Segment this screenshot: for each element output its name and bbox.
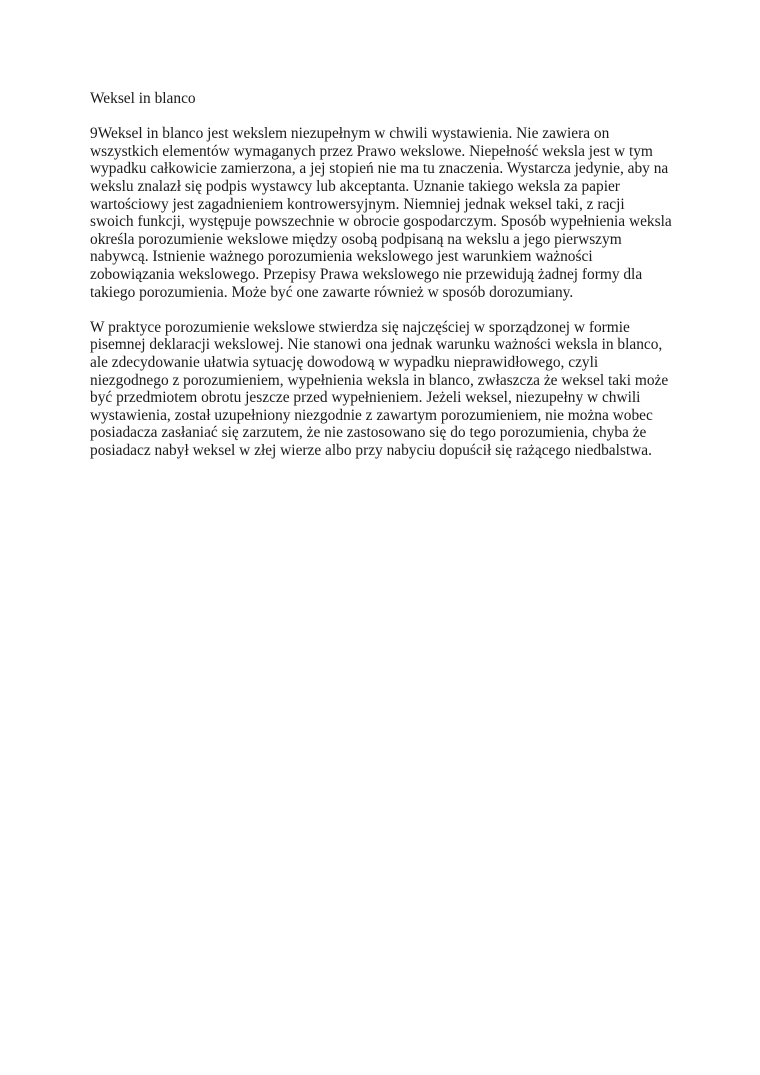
text-line: 9Weksel in blanco jest wekslem niezupełnym w chwili wystawienia. Nie zawiera on: [90, 125, 610, 143]
paragraph-1: [90, 125, 675, 301]
text-line: pisemnej deklaracji wekslowej. Nie stanowi ona jednak warunku ważności weksla in blanco,: [90, 336, 663, 354]
text-line: wekslu znalazł się podpis wystawcy lub akceptanta. Uznanie takiego weksla za papier: [90, 177, 620, 195]
text-line: nabywcą. Istnienie ważnego porozumienia wekslowego jest warunkiem ważności: [90, 248, 593, 266]
text-line: ale zdecydowanie ułatwia sytuację dowodową w wypadku nieprawidłowego, czyli: [90, 353, 599, 371]
text-line: być przedmiotem obrotu jeszcze przed wypełnieniem. Jeżeli weksel, niezupełny w chwili: [90, 389, 641, 407]
text-line: zobowiązania wekslowego. Przepisy Prawa wekslowego nie przewidują żadnej formy dla: [90, 265, 643, 283]
text-line: posiadacz nabył weksel w złej wierze albo przy nabyciu dopuścił się rażącego niedbalstwa.: [90, 441, 652, 459]
paragraph-2: [90, 319, 675, 460]
text-line: niezgodnego z porozumieniem, wypełnienia weksla in blanco, zwłaszcza że weksel taki może: [90, 371, 669, 389]
text-line: wartościowy jest zagadnieniem kontrowersyjnym. Niemniej jednak weksel taki, z racji: [90, 195, 625, 213]
text-line: swoich funkcji, występuje powszechnie w obrocie gospodarczym. Sposób wypełnienia weksla: [90, 213, 672, 231]
document-title: Weksel in blanco: [90, 90, 196, 107]
text-line: określa porozumienie wekslowe między osobą podpisaną na wekslu a jego pierwszym: [90, 230, 622, 248]
text-line: posiadacza zasłaniać się zarzutem, że nie zastosowano się do tego porozumienia, chyba że: [90, 424, 647, 442]
text-line: wszystkich elementów wymaganych przez Prawo wekslowe. Niepełność weksla jest w tym: [90, 142, 653, 160]
text-line: wystawienia, został uzupełniony niezgodnie z zawartym porozumieniem, nie można wobec: [90, 406, 653, 424]
text-line: takiego porozumienia. Może być one zawarte również w sposób dorozumiany.: [90, 283, 574, 301]
text-line: W praktyce porozumienie wekslowe stwierdza się najczęściej w sporządzonej w formie: [90, 318, 630, 336]
text-line: wypadku całkowicie zamierzona, a jej stopień nie ma tu znaczenia. Wystarcza jedynie, aby na: [90, 160, 669, 178]
document-body: [90, 90, 675, 477]
